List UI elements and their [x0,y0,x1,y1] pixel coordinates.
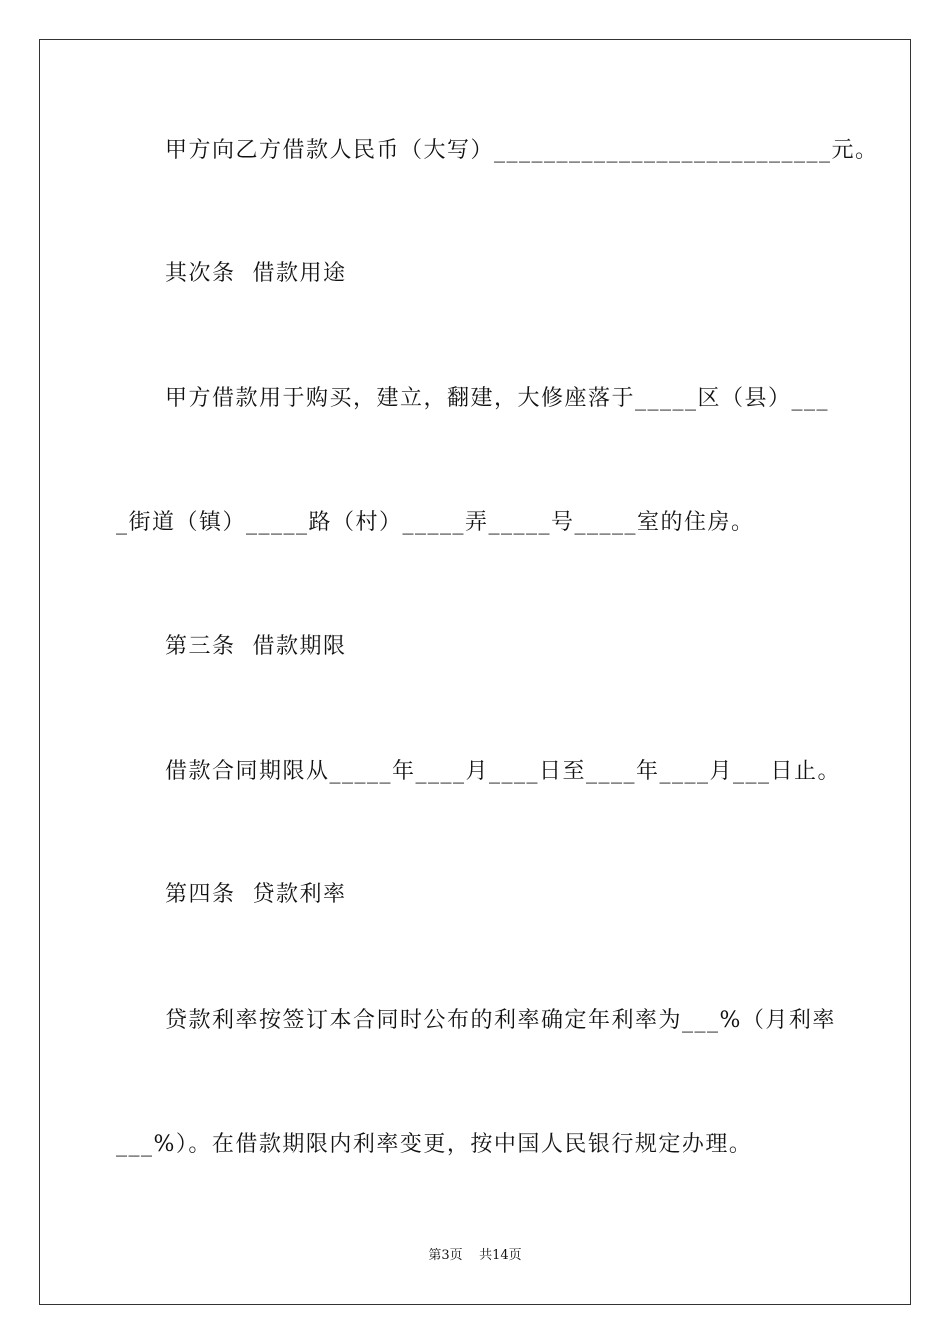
interest-rate-line-1: 贷款利率按签订本合同时公布的利率确定年利率为___%（月利率 [165,1008,836,1033]
loan-term-line: 借款合同期限从_____年____月____日至____年____月___日止。 [165,759,842,784]
interest-rate-line-2: ___%）。在借款期限内利率变更，按中国人民银行规定办理。 [116,1132,753,1157]
page-number-footer: 第3页 共14页 [428,1248,522,1263]
page-border [39,39,911,1305]
loan-amount-line: 甲方向乙方借款人民币（大写）___________________________元。 [165,138,879,163]
loan-purpose-line-1: 甲方借款用于购买，建立，翻建，大修座落于_____区（县）___ [165,386,830,411]
article-2-heading: 其次条 借款用途 [165,261,347,286]
article-3-heading: 第三条 借款期限 [165,634,347,659]
article-4-heading: 第四条 贷款利率 [165,882,347,907]
loan-purpose-line-2: _街道（镇）_____路（村）_____弄_____号_____室的住房。 [116,510,755,535]
